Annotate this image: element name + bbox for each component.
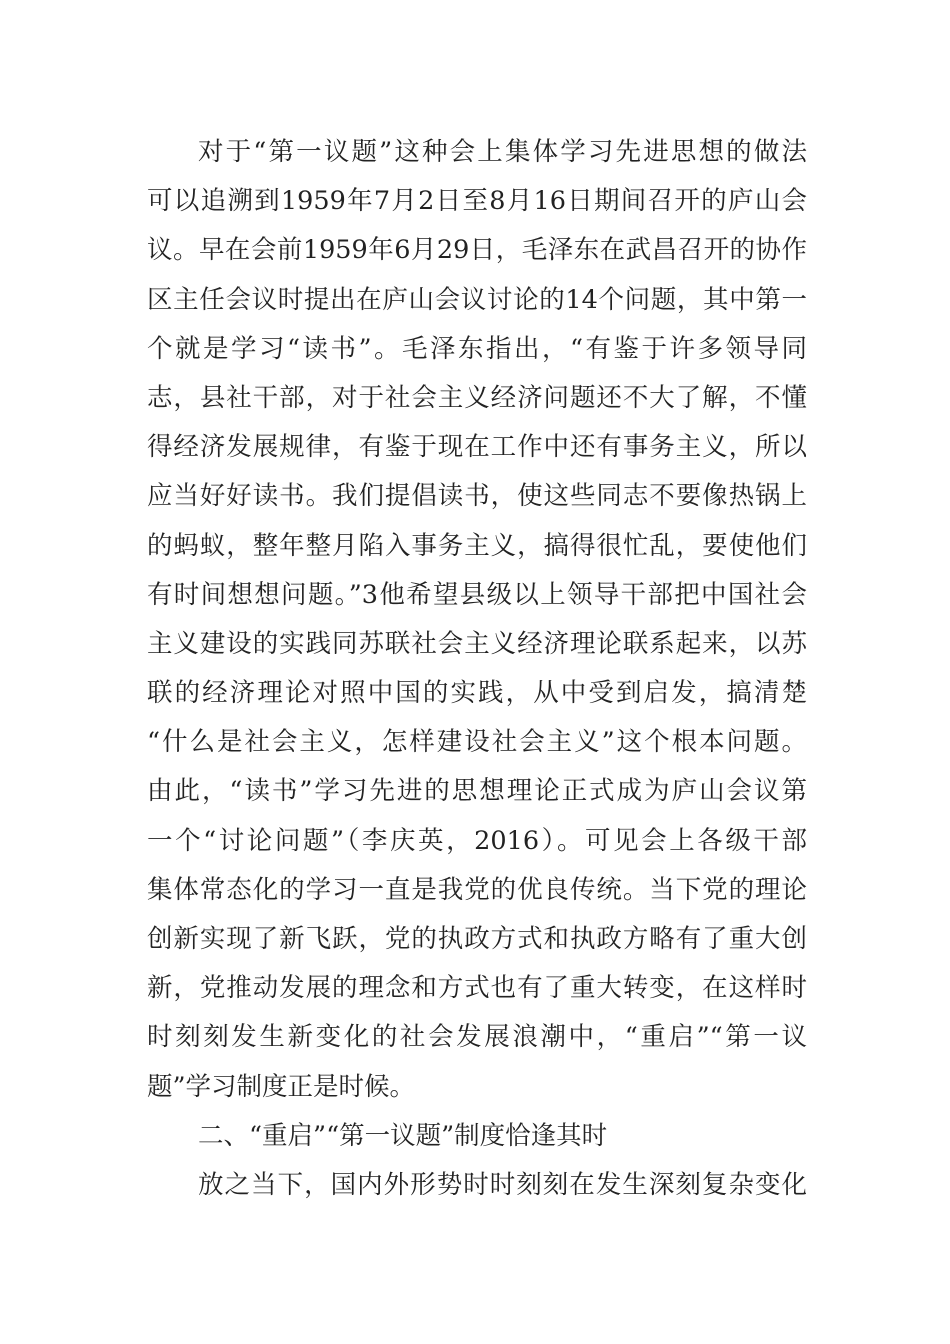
paragraph-line: 联的经济理论对照中国的实践，从中受到启发，搞清楚 [147,678,807,709]
paragraph-line: 创新实现了新飞跃，党的执政方式和执政方略有了重大创 [147,924,807,954]
paragraph-line: 集体常态化的学习一直是我党的优良传统。当下党的理论 [147,874,807,905]
paragraph-line: 新，党推动发展的理念和方式也有了重大转变，在这样时 [147,973,807,1004]
paragraph-line: 志，县社干部，对于社会主义经济问题还不大了解，不懂 [147,382,807,413]
paragraph-line: 有时间想想问题。”3他希望县级以上领导干部把中国社会 [147,579,807,610]
paragraph-line: 对于“第一议题”这种会上集体学习先进思想的做法 [198,137,807,167]
paragraph-line: 放之当下，国内外形势时时刻刻在发生深刻复杂变化 [198,1169,807,1200]
paragraph-line: 议。早在会前1959年6月29日，毛泽东在武昌召开的协作 [147,235,807,266]
section-heading: 二、“重启”“第一议题”制度恰逢其时 [198,1120,608,1151]
paragraph-line: 题”学习制度正是时候。 [147,1071,416,1102]
paragraph-line: 一个“讨论问题”（李庆英，2016）。可见会上各级干部 [147,825,807,856]
paragraph-line: “什么是社会主义，怎样建设社会主义”这个根本问题。 [147,727,807,758]
body-text [147,128,807,1210]
paragraph-line: 由此，“读书”学习先进的思想理论正式成为庐山会议第 [147,776,807,807]
paragraph-line: 区主任会议时提出在庐山会议讨论的14个问题，其中第一 [147,284,807,315]
paragraph-line: 得经济发展规律，有鉴于现在工作中还有事务主义，所以 [147,432,807,463]
paragraph-line: 主义建设的实践同苏联社会主义经济理论联系起来，以苏 [147,628,807,659]
paragraph-line: 应当好好读书。我们提倡读书，使这些同志不要像热锅上 [147,481,807,512]
paragraph-line: 的蚂蚁，整年整月陷入事务主义，搞得很忙乱，要使他们 [147,530,807,561]
paragraph-line: 可以追溯到1959年7月2日至8月16日期间召开的庐山会 [147,186,807,217]
paragraph-line: 个就是学习“读书”。毛泽东指出，“有鉴于许多领导同 [147,333,807,364]
paragraph-line: 时刻刻发生新变化的社会发展浪潮中，“重启”“第一议 [147,1022,807,1053]
